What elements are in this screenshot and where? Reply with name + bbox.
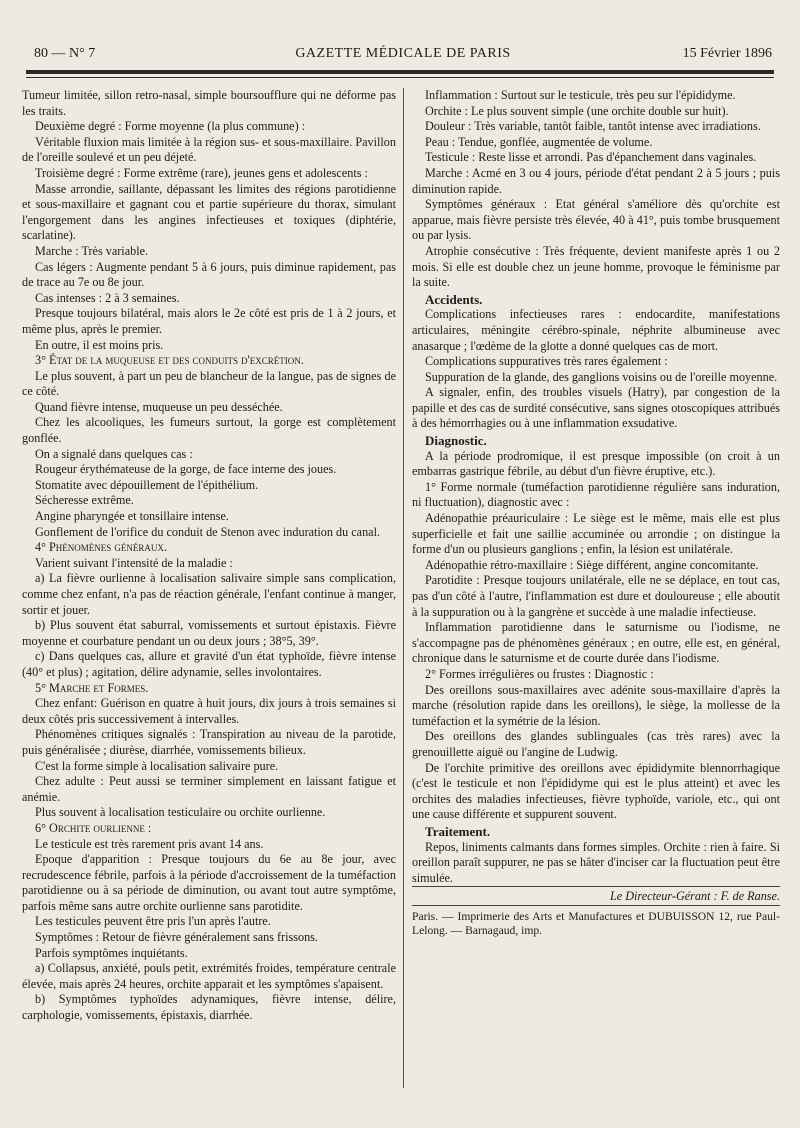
paragraph: Troisième degré : Forme extrême (rare), jeunes gens et adolescents : bbox=[35, 165, 368, 180]
paragraph: C'est la forme simple à localisation salivaire pure. bbox=[35, 758, 279, 773]
paragraph: Testicule : Reste lisse et arrondi. Pas d'épanchement dans vaginales. bbox=[425, 150, 757, 165]
paragraph: A la période prodromique, il est presque impossible (on croit à un embarras gastrique fébrile, au début d'un fièvre éruptive, etc.). bbox=[412, 448, 780, 479]
paragraph: Parfois symptômes inquiétants. bbox=[35, 945, 188, 960]
header-rule-thin bbox=[26, 77, 774, 78]
paragraph: Inflammation parotidienne dans le saturnisme ou l'iodisme, ne s'accompagne pas de phénomènes généraux ; en outre, elle est, en général, chronique dans le saturnisme et de courte durée dans l'iodisme. bbox=[412, 620, 780, 666]
paragraph: Gonflement de l'orifice du conduit de Stenon avec induration du canal. bbox=[35, 524, 381, 539]
paragraph: a) Collapsus, anxiété, pouls petit, extrémités froides, température centrale élevée, mais après 24 heures, orchite apparait et les symptômes s'apaisent. bbox=[22, 961, 396, 991]
paragraph: En outre, il est moins pris. bbox=[35, 337, 164, 352]
paragraph: Deuxième degré : Forme moyenne (la plus commune) : bbox=[35, 119, 306, 134]
page-header bbox=[34, 44, 772, 66]
paragraph: a) La fièvre ourlienne à localisation salivaire simple sans complication, comme chez enfant, n'a pas de réaction générale, l'enfant continue à manger, sortir et jouer. bbox=[22, 571, 396, 617]
column-divider bbox=[403, 88, 404, 1088]
paragraph: Chez les alcooliques, les fumeurs surtout, la gorge est complètement gonflée. bbox=[22, 415, 396, 446]
paragraph: Marche : Très variable. bbox=[35, 243, 149, 258]
paragraph: Adénopathie rétro-maxillaire : Siège différent, angine concomitante. bbox=[425, 557, 759, 572]
paragraph: Chez enfant: Guérison en quatre à huit jours, dix jours à trois semaines si deux côtés pris successivement à intervalles. bbox=[22, 696, 396, 726]
paragraph: Symptômes : Retour de fièvre généralement sans frissons. bbox=[35, 930, 318, 945]
paragraph: Le plus souvent, à part un peu de blancheur de la langue, pas de signes de ce côté. bbox=[22, 368, 396, 399]
paragraph: b) Symptômes typhoïdes adynamiques, fièvre intense, délire, carphologie, vomissements, épistaxis, diarrhée. bbox=[22, 992, 396, 1023]
section-heading: Traitement. bbox=[425, 823, 491, 839]
paragraph: Véritable fluxion mais limitée à la région sus- et sous-maxillaire. Pavillon de l'oreille soulevé et un peu déjeté. bbox=[22, 134, 396, 165]
paragraph: Cas légers : Augmente pendant 5 à 6 jours, puis diminue rapidement, pas de trace au 7e ou 8e jour. bbox=[22, 259, 396, 290]
section-heading: 6° Orchite ourlienne : bbox=[35, 820, 152, 835]
paragraph: Cas intenses : 2 à 3 semaines. bbox=[35, 290, 180, 305]
page-number: 80 — N° 7 bbox=[34, 46, 96, 61]
paragraph: Epoque d'apparition : Presque toujours du 6e au 8e jour, avec recrudescence fébrile, parfois à la période d'accroissement de la tuméfaction parotidienne ou à sa période de diminution, ou avant tout autre symptôme, parfois même sans autre orchite ourlienne sans parotidite. bbox=[22, 852, 396, 913]
journal-title: GAZETTE MÉDICALE DE PARIS bbox=[295, 46, 511, 61]
section-heading: Accidents. bbox=[425, 291, 483, 307]
paragraph: Complications infectieuses rares : endocardite, manifestations articulaires, méningite cérébro-spinale, néphrite albumineuse avec anasarque ; l'œdème de la glotte a donné quelques cas de mort. bbox=[412, 307, 780, 353]
paragraph: Le testicule est très rarement pris avant 14 ans. bbox=[35, 836, 264, 851]
paragraph: Adénopathie préauriculaire : Le siège est le même, mais elle est plus superficielle et fait une saillie accuminée ou arrondie ; on distingue la forme d'un ou plusieurs ganglions ; enfin, la lésion est unilatérale. bbox=[412, 511, 780, 557]
paragraph: Quand fièvre intense, muqueuse un peu desséchée. bbox=[35, 399, 283, 414]
paragraph: Chez adulte : Peut aussi se terminer simplement en laissant fatigue et anémie. bbox=[22, 774, 396, 804]
paragraph: Repos, liniments calmants dans formes simples. Orchite : rien à faire. Si oreillon paraît suppurer, ne pas se hâter d'inciser car la fluctuation peut être simulée. bbox=[412, 839, 780, 885]
paragraph: Peau : Tendue, gonflée, augmentée de volume. bbox=[425, 134, 653, 149]
paragraph: Phénomènes critiques signalés : Transpiration au niveau de la parotide, puis généralisée ; diurèse, diarrhée, vomissements bilieux. bbox=[22, 727, 396, 757]
paragraph: Angine pharyngée et tonsillaire intense. bbox=[35, 509, 229, 524]
paragraph: Atrophie consécutive : Très fréquente, devient manifeste après 1 ou 2 mois. Si elle est double chez un jeune homme, provoque le féminisme par la suite. bbox=[412, 243, 780, 290]
paragraph: Parotidite : Presque toujours unilatérale, elle ne se déplace, en tout cas, pas d'un côté à l'autre, l'inflammation est dure et douloureuse ; elle aboutit à la suppuration ou à la gangrène et succède à une maladie infectieuse. bbox=[412, 573, 780, 619]
director-signature: Le Directeur-Gérant : F. de Ranse. bbox=[412, 886, 780, 905]
issue-date: 15 Février 1896 bbox=[682, 46, 772, 61]
paragraph: De l'orchite primitive des oreillons avec épididymite blennorrhagique (c'est le testicule et non l'épididyme qui est le plus atteint) et avec les orchites des maladies infectieuses, fièvre typhoïde, variole, etc., qui ont une cause différente et suppurent souvent. bbox=[412, 760, 780, 822]
paragraph: Stomatite avec dépouillement de l'épithélium. bbox=[35, 477, 259, 492]
header-rule bbox=[26, 70, 774, 74]
paragraph: Des oreillons sous-maxillaires avec adénite sous-maxillaire d'après la marche (résolution rapide dans les oreillons), le siège, la mollesse de la tuméfaction et la symétrie de la lésion. bbox=[412, 682, 780, 728]
paragraph: Rougeur érythémateuse de la gorge, de face interne des joues. bbox=[35, 462, 337, 477]
section-heading: 3° État de la muqueuse et des conduits d'excrétion. bbox=[35, 353, 304, 368]
paragraph: A signaler, enfin, des troubles visuels (Hatry), par congestion de la papille et des cas de surdité consécutive, sans signes otoscopiques attribués à des hémorrhagies ou à une inflammation exsudative. bbox=[412, 385, 780, 431]
section-heading: 4° Phénomènes généraux. bbox=[35, 540, 167, 555]
paragraph: Marche : Acmé en 3 ou 4 jours, période d'état pendant 2 à 5 jours ; puis diminution rapide. bbox=[412, 165, 780, 196]
paragraph: Sécheresse extrême. bbox=[35, 493, 134, 508]
paragraph: Complications suppuratives très rares également : bbox=[425, 354, 668, 369]
section-heading: 5° Marche et Formes. bbox=[35, 680, 149, 695]
printer-imprint: Paris. — Imprimerie des Arts et Manufactures et DUBUISSON 12, rue Paul-Lelong. — Barnagaud, imp. bbox=[412, 905, 780, 938]
paragraph: Varient suivant l'intensité de la maladie : bbox=[35, 555, 233, 570]
paragraph: 1° Forme normale (tuméfaction parotidienne régulière sans induration, ni fluctuation), diagnostic avec : bbox=[412, 479, 780, 510]
paragraph: Des oreillons des glandes sublinguales (cas très rares) avec la grenouillette aiguë ou l'angine de Ludwig. bbox=[412, 729, 780, 759]
paragraph: c) Dans quelques cas, allure et gravité d'un état typhoïde, fièvre intense (40° et plus) ; agitation, délire adynamie, selles involontaires. bbox=[22, 649, 396, 679]
paragraph: Les testicules peuvent être pris l'un après l'autre. bbox=[35, 914, 271, 929]
paragraph: Masse arrondie, saillante, dépassant les limites des régions parotidienne et sous-maxillaire et gagnant cou et partie supérieure du thorax, simulant l'engorgement dans les angines infectieuses et toxiques (diphtérie, scarlatine). bbox=[22, 181, 396, 243]
paragraph: Douleur : Très variable, tantôt faible, tantôt intense avec irradiations. bbox=[425, 119, 761, 134]
paragraph: 2° Formes irrégulières ou frustes : Diagnostic : bbox=[425, 666, 654, 681]
paragraph: b) Plus souvent état saburral, vomissements et surtout épistaxis. Fièvre moyenne et courbature pendant un ou deux jours ; 38°5, 39°. bbox=[22, 618, 396, 648]
section-heading: Diagnostic. bbox=[425, 433, 487, 449]
paragraph: Tumeur limitée, sillon retro-nasal, simple boursoufflure qui ne déforme pas les traits. bbox=[22, 88, 396, 118]
paragraph: Inflammation : Surtout sur le testicule, très peu sur l'épididyme. bbox=[425, 88, 736, 102]
paragraph: Plus souvent à localisation testiculaire ou orchite ourlienne. bbox=[35, 805, 326, 820]
left-column bbox=[22, 88, 396, 1024]
paragraph: Presque toujours bilatéral, mais alors le 2e côté est pris de 1 à 2 jours, et même plus, après le premier. bbox=[22, 306, 396, 336]
paragraph: Orchite : Le plus souvent simple (une orchite double sur huit). bbox=[425, 103, 729, 118]
paragraph: Suppuration de la glande, des ganglions voisins ou de l'oreille moyenne. bbox=[425, 369, 778, 384]
paragraph: On a signalé dans quelques cas : bbox=[35, 446, 193, 461]
right-column bbox=[412, 88, 780, 938]
paragraph: Symptômes généraux : Etat général s'améliore dès qu'orchite est apparue, mais fièvre persiste très élevée, 40 à 41°, puis tombe brusquement ou par lysis. bbox=[412, 197, 780, 243]
